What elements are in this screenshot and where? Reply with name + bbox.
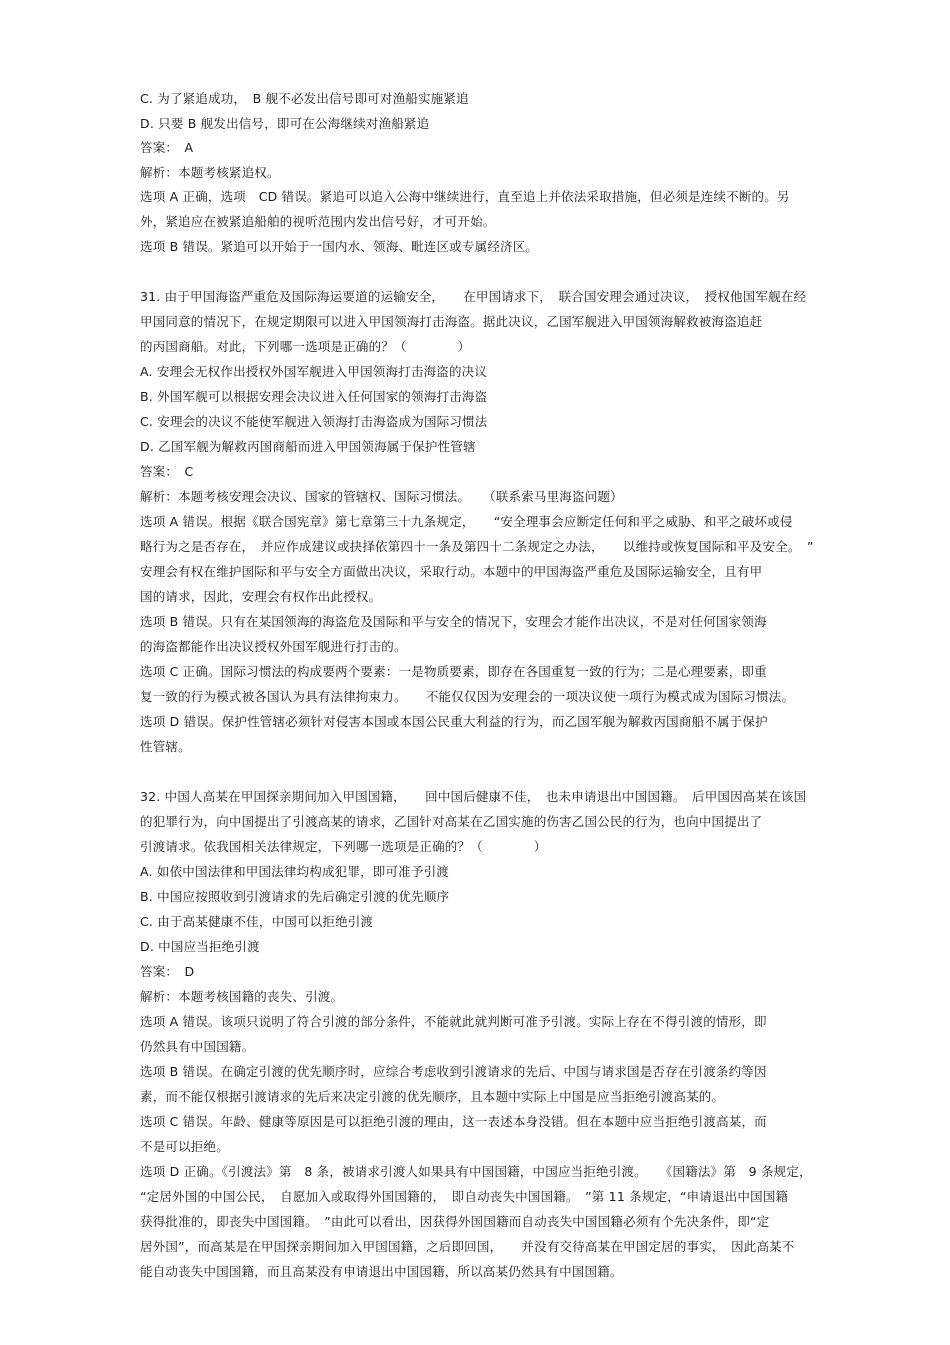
- text-line: 获得批准的，即丧失中国国籍。 ”由此可以看出，因获得外国国籍而自动丧失中国国籍必须有个先决条件，即“定: [140, 1214, 770, 1229]
- text-line: 居外国”，而高某是在甲国探亲期间加入甲国国籍，之后即回国， 并没有交待高某在甲国定居的事实， 因此高某不: [140, 1239, 795, 1254]
- text-line: 不是可以拒绝。: [140, 1139, 229, 1154]
- text-line: 32. 中国人高某在甲国探亲期间加入甲国国籍， 回中国后健康不佳， 也未申请退出中国国籍。 后甲国因高某在该国: [140, 789, 807, 804]
- text-line: 的犯罪行为，向中国提出了引渡高某的请求，乙国针对高某在乙国实施的伤害乙国公民的行为，也向中国提出了: [140, 814, 763, 829]
- text-line: 选项 A 正确，选项 CD 错误。紧追可以追入公海中继续进行，直至追上并依法采取措施，但必须是连续不断的。另: [140, 189, 790, 204]
- text-line: 安理会有权在维护国际和平与安全方面做出决议，采取行动。本题中的甲国海盗严重危及国际运输安全，且有甲: [140, 564, 763, 579]
- text-line: B. 外国军舰可以根据安理会决议进入任何国家的领海打击海盗: [140, 389, 488, 404]
- text-line: 解析：本题考核安理会决议、国家的管辖权、国际习惯法。 （联系索马里海盗问题）: [140, 489, 623, 504]
- text-line: 能自动丧失中国国籍，而且高某没有申请退出中国国籍，所以高某仍然具有中国国籍。: [140, 1264, 623, 1279]
- text-line: 性管辖。: [140, 739, 191, 754]
- text-line: 选项 C 错误。年龄、健康等原因是可以拒绝引渡的理由，这一表述本身没错。但在本题中应当拒绝引渡高某，而: [140, 1114, 767, 1129]
- text-line: 31. 由于甲国海盗严重危及国际海运要道的运输安全， 在甲国请求下， 联合国安理会通过决议， 授权他国军舰在经: [140, 289, 807, 304]
- text-line: C. 安理会的决议不能使军舰进入领海打击海盗成为国际习惯法: [140, 414, 488, 429]
- text-line: 引渡请求。依我国相关法律规定，下列哪一选项是正确的？（ ）: [140, 839, 547, 854]
- text-line: 答案： C: [140, 464, 194, 479]
- text-line: 的丙国商船。对此，下列哪一选项是正确的？（ ）: [140, 339, 471, 354]
- text-line: C. 为了紧追成功， B 舰不必发出信号即可对渔船实施紧追: [140, 91, 469, 106]
- text-line: 答案： A: [140, 140, 194, 155]
- text-line: 甲国同意的情况下，在规定期限可以进入甲国领海打击海盗。据此决议，乙国军舰进入甲国领海解救被海盗追赶: [140, 314, 763, 329]
- text-line: 选项 C 正确。国际习惯法的构成要两个要素：一是物质要素，即存在各国重复一致的行为；二是心理要素，即重: [140, 664, 767, 679]
- text-line: 选项 A 错误。根据《联合国宪章》第七章第三十九条规定， “安全理事会应断定任何和平之威胁、和平之破坏或侵: [140, 514, 793, 529]
- text-line: 选项 D 正确。《引渡法》第 8 条，被请求引渡人如果具有中国国籍，中国应当拒绝引渡。 《国籍法》第 9 条规定，: [140, 1164, 812, 1179]
- text-line: D. 乙国军舰为解救丙国商船而进入甲国领海属于保护性管辖: [140, 439, 476, 454]
- text-line: D. 中国应当拒绝引渡: [140, 939, 260, 954]
- text-line: 解析：本题考核紧追权。: [140, 165, 280, 180]
- text-line: 复一致的行为模式被各国认为具有法律拘束力。 不能仅仅因为安理会的一项决议使一项行为模式成为国际习惯法。: [140, 689, 795, 704]
- text-line: 略行为之是否存在， 并应作成建议或抉择依第四十一条及第四十二条规定之办法， 以维持或恢复国际和平及安全。 ”: [140, 539, 814, 554]
- text-line: 选项 B 错误。在确定引渡的优先顺序时，应综合考虑收到引渡请求的先后、中国与请求国是否存在引渡条约等因: [140, 1064, 767, 1079]
- text-line: C. 由于高某健康不佳，中国可以拒绝引渡: [140, 914, 374, 929]
- text-line: A. 如依中国法律和甲国法律均构成犯罪，即可准予引渡: [140, 864, 449, 879]
- text-line: 选项 D 错误。保护性管辖必须针对侵害本国或本国公民重大利益的行为，而乙国军舰为解救丙国商船不属于保护: [140, 714, 768, 729]
- text-line: 解析：本题考核国籍的丧失、引渡。: [140, 989, 344, 1004]
- text-line: 国的请求，因此，安理会有权作出此授权。: [140, 589, 382, 604]
- text-line: 素，而不能仅根据引渡请求的先后来决定引渡的优先顺序，且本题中实际上中国是应当拒绝引渡高某的。: [140, 1089, 725, 1104]
- text-line: A. 安理会无权作出授权外国军舰进入甲国领海打击海盗的决议: [140, 364, 488, 379]
- text-line: 选项 A 错误。该项只说明了符合引渡的部分条件，不能就此就判断可准予引渡。实际上存在不得引渡的情形，即: [140, 1014, 767, 1029]
- text-line: 仍然具有中国国籍。: [140, 1039, 255, 1054]
- text-line: 选项 B 错误。只有在某国领海的海盗危及国际和平与安全的情况下，安理会才能作出决议，不是对任何国家领海: [140, 614, 767, 629]
- text-line: 外，紧追应在被紧追船舶的视听范围内发出信号好，才可开始。: [140, 214, 496, 229]
- text-line: B. 中国应按照收到引渡请求的先后确定引渡的优先顺序: [140, 889, 450, 904]
- text-line: 选项 B 错误。紧追可以开始于一国内水、领海、毗连区或专属经济区。: [140, 239, 539, 254]
- text-line: 答案： D: [140, 964, 195, 979]
- text-line: D. 只要 B 舰发出信号，即可在公海继续对渔船紧追: [140, 116, 430, 131]
- text-line: “定居外国的中国公民， 自愿加入或取得外国国籍的， 即自动丧失中国国籍。 ”第 11 条规定，“申请退出中国国籍: [140, 1189, 789, 1204]
- text-line: 的海盗都能作出决议授权外国军舰进行打击的。: [140, 639, 407, 654]
